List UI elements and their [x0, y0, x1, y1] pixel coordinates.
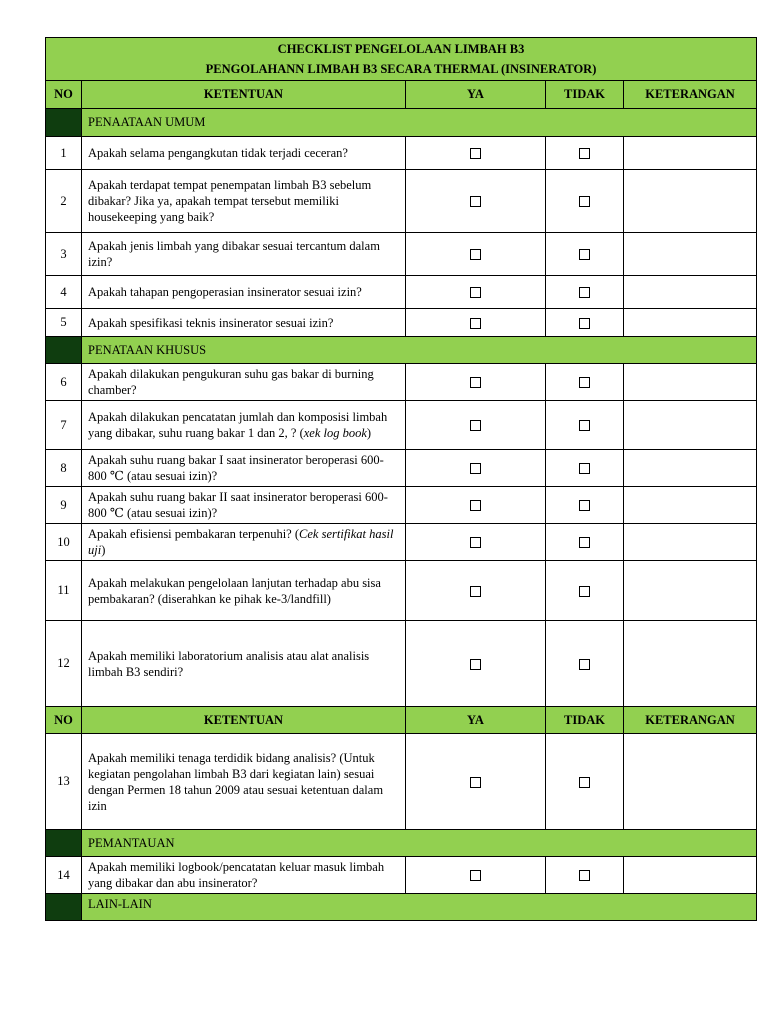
table-row [46, 487, 757, 524]
keterangan-cell[interactable] [624, 137, 757, 170]
checkbox-ya[interactable] [406, 170, 546, 233]
item-number: 14 [46, 857, 82, 894]
checkbox-tidak[interactable] [546, 561, 624, 621]
checkbox-tidak[interactable] [546, 170, 624, 233]
table-row [46, 170, 757, 233]
keterangan-cell[interactable] [624, 309, 757, 337]
table-row [46, 561, 757, 621]
checkbox-ya[interactable] [406, 401, 546, 450]
section-marker [46, 830, 82, 857]
title-line-1: CHECKLIST PENGELOLAAN LIMBAH B3 [277, 42, 525, 56]
table-row [46, 857, 757, 894]
item-question: Apakah suhu ruang bakar I saat insinerator beroperasi 600-800 ℃ (atau sesuai izin)? [82, 450, 406, 487]
checkbox-ya[interactable] [406, 233, 546, 276]
checkbox-tidak[interactable] [546, 309, 624, 337]
keterangan-cell[interactable] [624, 170, 757, 233]
section-row [46, 337, 757, 364]
header-ya: YA [406, 707, 546, 734]
item-number: 6 [46, 364, 82, 401]
checkbox-tidak[interactable] [546, 487, 624, 524]
item-number: 9 [46, 487, 82, 524]
header-row [46, 81, 757, 109]
item-number: 7 [46, 401, 82, 450]
table-row [46, 364, 757, 401]
keterangan-cell[interactable] [624, 401, 757, 450]
item-number: 4 [46, 276, 82, 309]
checkbox-tidak[interactable] [546, 857, 624, 894]
table-row [46, 734, 757, 830]
item-number: 5 [46, 309, 82, 337]
checkbox-ya[interactable] [406, 487, 546, 524]
item-number: 1 [46, 137, 82, 170]
item-number: 12 [46, 621, 82, 707]
item-question: Apakah dilakukan pencatatan jumlah dan komposisi limbah yang dibakar, suhu ruang bakar 1 dan 2, ? (xek log book) [82, 401, 406, 450]
item-question: Apakah selama pengangkutan tidak terjadi ceceran? [82, 137, 406, 170]
header-keterangan: KETERANGAN [624, 707, 757, 734]
checkbox-tidak[interactable] [546, 137, 624, 170]
checkbox-tidak[interactable] [546, 621, 624, 707]
keterangan-cell[interactable] [624, 233, 757, 276]
item-question: Apakah efisiensi pembakaran terpenuhi? (Cek sertifikat hasil uji) [82, 524, 406, 561]
table-row [46, 621, 757, 707]
checkbox-ya[interactable] [406, 857, 546, 894]
item-question: Apakah suhu ruang bakar II saat insinerator beroperasi 600-800 ℃ (atau sesuai izin)? [82, 487, 406, 524]
section-title-lain: LAIN-LAIN [82, 894, 757, 921]
table-row [46, 309, 757, 337]
keterangan-cell[interactable] [624, 734, 757, 830]
keterangan-cell[interactable] [624, 364, 757, 401]
item-question: Apakah melakukan pengelolaan lanjutan terhadap abu sisa pembakaran? (diserahkan ke pihak ke-3/landfill) [82, 561, 406, 621]
header-ketentuan: KETENTUAN [82, 707, 406, 734]
checkbox-ya[interactable] [406, 450, 546, 487]
checkbox-ya[interactable] [406, 734, 546, 830]
checkbox-ya[interactable] [406, 621, 546, 707]
keterangan-cell[interactable] [624, 450, 757, 487]
checkbox-ya[interactable] [406, 561, 546, 621]
item-number: 11 [46, 561, 82, 621]
header-keterangan: KETERANGAN [624, 81, 757, 109]
item-number: 8 [46, 450, 82, 487]
checkbox-tidak[interactable] [546, 734, 624, 830]
section-marker [46, 894, 82, 921]
checkbox-tidak[interactable] [546, 524, 624, 561]
item-number: 2 [46, 170, 82, 233]
section-title-pemantauan: PEMANTAUAN [82, 830, 757, 857]
header-ya: YA [406, 81, 546, 109]
header-no: NO [46, 707, 82, 734]
keterangan-cell[interactable] [624, 857, 757, 894]
header-tidak: TIDAK [546, 81, 624, 109]
item-question: Apakah terdapat tempat penempatan limbah B3 sebelum dibakar? Jika ya, apakah tempat tersebut memiliki housekeeping yang baik? [82, 170, 406, 233]
section-row [46, 894, 757, 921]
checkbox-tidak[interactable] [546, 450, 624, 487]
section-title-khusus: PENATAAN KHUSUS [82, 337, 757, 364]
table-row [46, 524, 757, 561]
section-marker [46, 109, 82, 137]
table-row [46, 233, 757, 276]
table-row [46, 401, 757, 450]
item-question: Apakah memiliki laboratorium analisis atau alat analisis limbah B3 sendiri? [82, 621, 406, 707]
checkbox-ya[interactable] [406, 276, 546, 309]
checkbox-tidak[interactable] [546, 364, 624, 401]
item-question: Apakah spesifikasi teknis insinerator sesuai izin? [82, 309, 406, 337]
checklist-table [45, 37, 757, 921]
table-row [46, 137, 757, 170]
table-row [46, 276, 757, 309]
table-row [46, 450, 757, 487]
item-question: Apakah jenis limbah yang dibakar sesuai tercantum dalam izin? [82, 233, 406, 276]
section-row [46, 830, 757, 857]
checkbox-tidak[interactable] [546, 233, 624, 276]
title-line-2: PENGOLAHANN LIMBAH B3 SECARA THERMAL (INSINERATOR) [205, 62, 597, 76]
keterangan-cell[interactable] [624, 561, 757, 621]
section-title-umum: PENAATAAN UMUM [82, 109, 757, 137]
item-number: 10 [46, 524, 82, 561]
title-block [46, 38, 757, 81]
checkbox-ya[interactable] [406, 524, 546, 561]
item-number: 13 [46, 734, 82, 830]
item-question: Apakah memiliki logbook/pencatatan keluar masuk limbah yang dibakar dan abu insinerator? [82, 857, 406, 894]
header-ketentuan: KETENTUAN [82, 81, 406, 109]
keterangan-cell[interactable] [624, 487, 757, 524]
checkbox-ya[interactable] [406, 364, 546, 401]
item-question: Apakah dilakukan pengukuran suhu gas bakar di burning chamber? [82, 364, 406, 401]
checkbox-ya[interactable] [406, 309, 546, 337]
header-no: NO [46, 81, 82, 109]
section-marker [46, 337, 82, 364]
header-row [46, 707, 757, 734]
item-question: Apakah tahapan pengoperasian insinerator sesuai izin? [82, 276, 406, 309]
keterangan-cell[interactable] [624, 276, 757, 309]
item-number: 3 [46, 233, 82, 276]
checkbox-tidak[interactable] [546, 401, 624, 450]
keterangan-cell[interactable] [624, 621, 757, 707]
section-row [46, 109, 757, 137]
checkbox-tidak[interactable] [546, 276, 624, 309]
checkbox-ya[interactable] [406, 137, 546, 170]
header-tidak: TIDAK [546, 707, 624, 734]
item-question: Apakah memiliki tenaga terdidik bidang analisis? (Untuk kegiatan pengolahan limbah B3 dari kegiatan lain) sesuai dengan Permen 18 tahun 2009 atau sesuai ketentuan dalam izin [82, 734, 406, 830]
keterangan-cell[interactable] [624, 524, 757, 561]
